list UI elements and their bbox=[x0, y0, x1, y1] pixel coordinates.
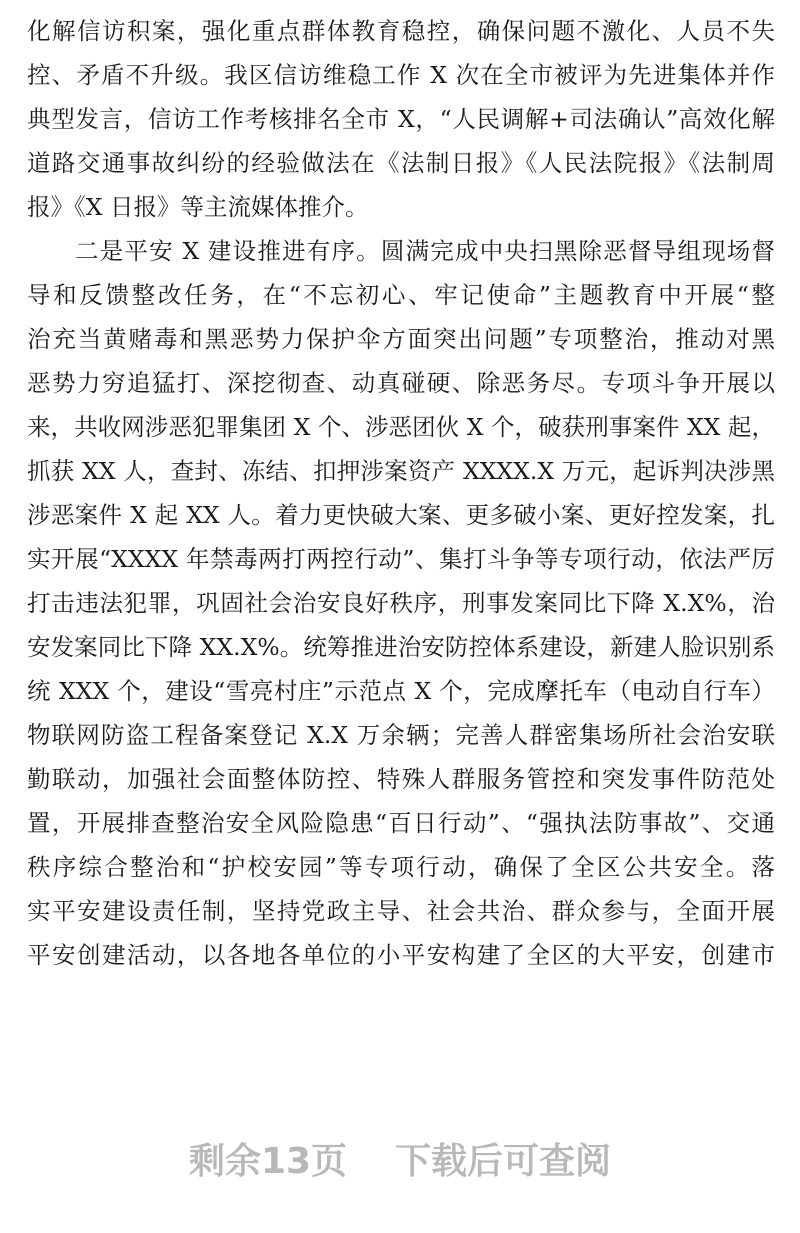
text-line: 平安创建活动，以各地各单位的小平安构建了全区的大平安，创建市 bbox=[27, 941, 775, 969]
text-line: 打击违法犯罪，巩固社会治安良好秩序，刑事发案同比下降 X.X%，治 bbox=[27, 589, 775, 617]
text-line: 统 XXX 个，建设“雪亮村庄”示范点 X 个，完成摩托车（电动自行车） bbox=[27, 677, 775, 705]
text-line: 导和反馈整改任务，在“不忘初心、牢记使命”主题教育中开展“整 bbox=[27, 281, 775, 309]
text-line: 抓获 XX 人，查封、冻结、扣押涉案资产 XXXX.X 万元，起诉判决涉黑 bbox=[27, 457, 775, 485]
remaining-pages-label: 剩余13页 bbox=[188, 1140, 348, 1182]
text-line: 报》《X 日报》等主流媒体推介。 bbox=[27, 193, 369, 221]
download-hint-label: 下载后可查阅 bbox=[395, 1140, 612, 1182]
text-line: 安发案同比下降 XX.X%。统筹推进治安防控体系建设，新建人脸识别系 bbox=[27, 633, 775, 661]
text-line: 置，开展排查整治安全风险隐患“百日行动”、“强执法防事故”、交通 bbox=[27, 809, 775, 837]
text-line: 治充当黄赌毒和黑恶势力保护伞方面突出问题”专项整治，推动对黑 bbox=[27, 325, 775, 353]
text-line: 控、矛盾不升级。我区信访维稳工作 X 次在全市被评为先进集体并作 bbox=[27, 61, 775, 89]
text-line: 化解信访积案，强化重点群体教育稳控，确保问题不激化、人员不失 bbox=[27, 17, 775, 45]
text-line: 来，共收网涉恶犯罪集团 X 个、涉恶团伙 X 个，破获刑事案件 XX 起， bbox=[27, 413, 775, 441]
text-line: 涉恶案件 X 起 XX 人。着力更快破大案、更多破小案、更好控发案，扎 bbox=[27, 501, 775, 529]
text-line: 道路交通事故纠纷的经验做法在《法制日报》《人民法院报》《法制周 bbox=[27, 149, 775, 177]
paragraph-heading-line: 二是平安 X 建设推进有序。圆满完成中央扫黑除恶督导组现场督 bbox=[75, 237, 775, 265]
text-line: 物联网防盗工程备案登记 X.X 万余辆；完善人群密集场所社会治安联 bbox=[27, 721, 775, 749]
text-line: 勤联动，加强社会面整体防控、特殊人群服务管控和突发事件防范处 bbox=[27, 765, 775, 793]
text-line: 典型发言，信访工作考核排名全市 X，“人民调解+司法确认”高效化解 bbox=[27, 105, 775, 133]
text-line: 实开展“XXXX 年禁毒两打两控行动”、集打斗争等专项行动，依法严厉 bbox=[27, 545, 775, 573]
text-line: 恶势力穷追猛打、深挖彻查、动真碰硬、除恶务尽。专项斗争开展以 bbox=[27, 369, 775, 397]
download-prompt[interactable] bbox=[0, 1128, 800, 1188]
text-line: 实平安建设责任制，坚持党政主导、社会共治、群众参与，全面开展 bbox=[27, 897, 775, 925]
text-line: 秩序综合整治和“护校安园”等专项行动，确保了全区公共安全。落 bbox=[27, 853, 775, 881]
